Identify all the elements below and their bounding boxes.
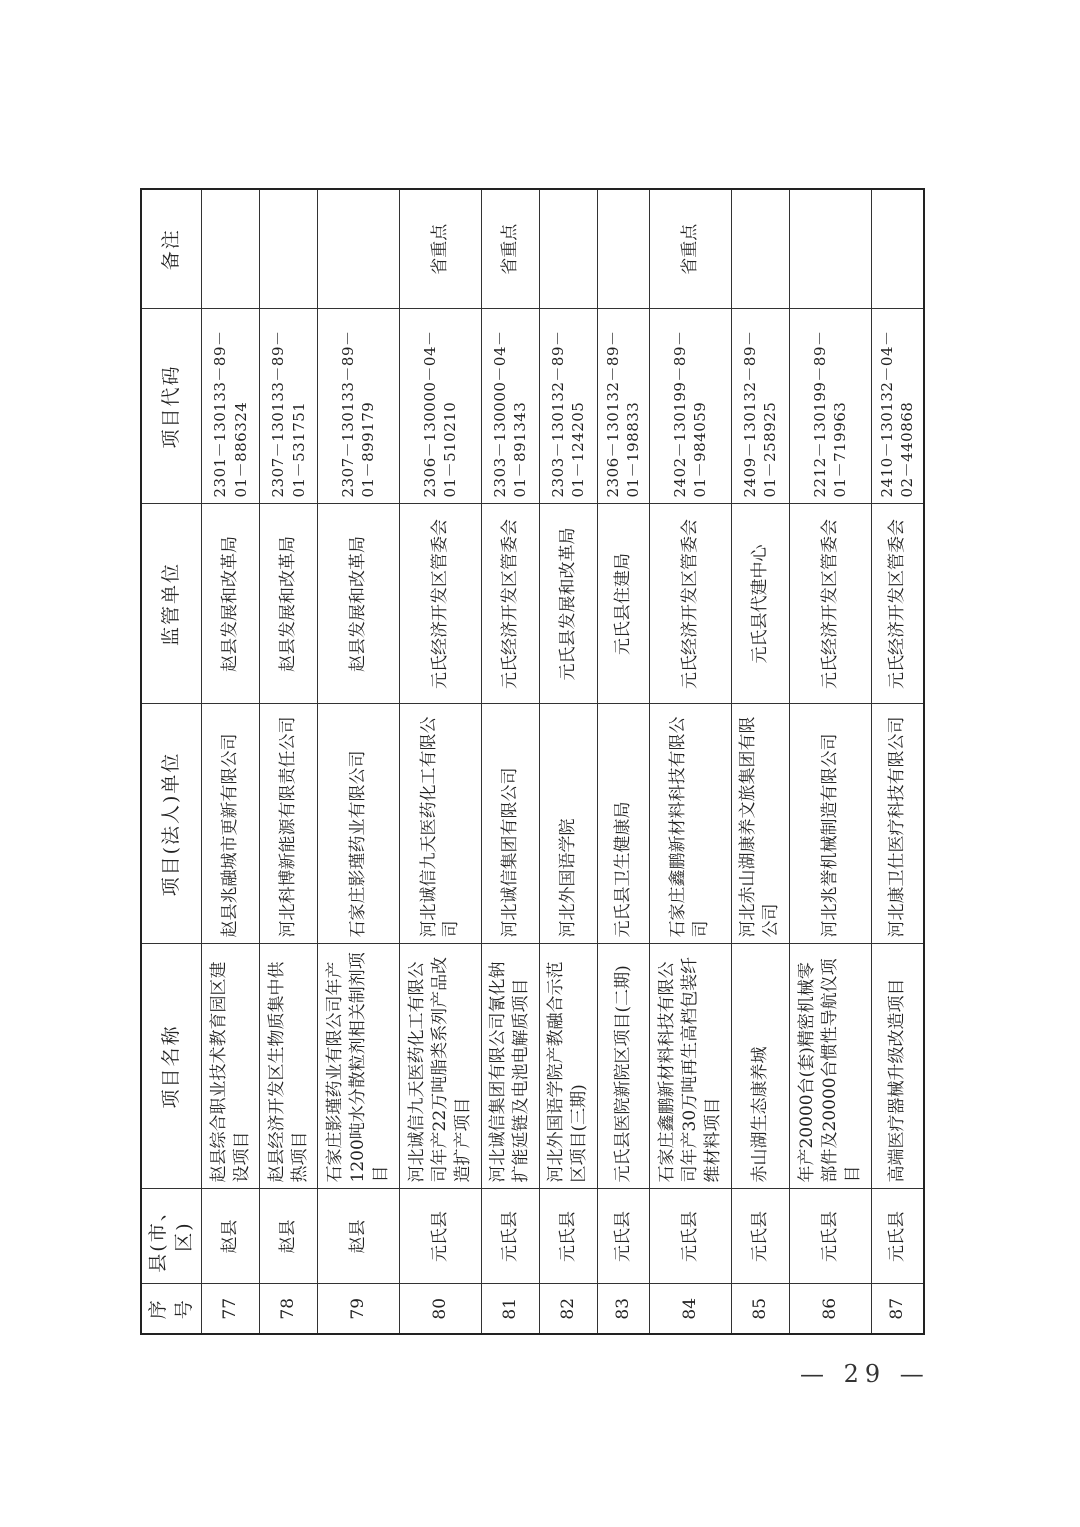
cell-seq: 84 bbox=[649, 1284, 731, 1334]
cell-supervisor: 元氏经济开发区管委会 bbox=[399, 504, 481, 704]
table-row bbox=[789, 189, 871, 1334]
rotated-table-wrapper bbox=[140, 190, 925, 1335]
cell-name: 赤山湖生态康养城 bbox=[731, 944, 789, 1189]
cell-name: 河北外国语学院产教融合示范区项目(三期) bbox=[539, 944, 597, 1189]
cell-seq: 86 bbox=[789, 1284, 871, 1334]
cell-supervisor: 赵县发展和改革局 bbox=[260, 504, 318, 704]
cell-remark bbox=[202, 189, 260, 309]
cell-remark: 省重点 bbox=[399, 189, 481, 309]
cell-county: 赵县 bbox=[317, 1189, 399, 1284]
header-code: 项目代码 bbox=[141, 309, 202, 504]
header-county: 县(市、区) bbox=[141, 1189, 202, 1284]
header-name: 项目名称 bbox=[141, 944, 202, 1189]
header-owner: 项目(法人)单位 bbox=[141, 704, 202, 944]
cell-remark bbox=[539, 189, 597, 309]
cell-code: 2212－130199－89－01－719963 bbox=[789, 309, 871, 504]
table-row bbox=[539, 189, 597, 1334]
cell-supervisor: 元氏经济开发区管委会 bbox=[871, 504, 924, 704]
cell-owner: 河北兆誉机械制造有限公司 bbox=[789, 704, 871, 944]
cell-owner: 赵县兆融城市更新有限公司 bbox=[202, 704, 260, 944]
cell-county: 元氏县 bbox=[789, 1189, 871, 1284]
cell-remark: 省重点 bbox=[649, 189, 731, 309]
cell-owner: 河北诚信集团有限公司 bbox=[482, 704, 540, 944]
cell-supervisor: 赵县发展和改革局 bbox=[317, 504, 399, 704]
cell-owner: 元氏县卫生健康局 bbox=[597, 704, 649, 944]
cell-county: 元氏县 bbox=[871, 1189, 924, 1284]
cell-name: 河北诚信集团有限公司氰化钠扩能延链及电池电解质项目 bbox=[482, 944, 540, 1189]
cell-supervisor: 元氏县发展和改革局 bbox=[539, 504, 597, 704]
cell-county: 赵县 bbox=[202, 1189, 260, 1284]
cell-owner: 河北外国语学院 bbox=[539, 704, 597, 944]
cell-remark: 省重点 bbox=[482, 189, 540, 309]
project-table bbox=[140, 188, 925, 1335]
table-row bbox=[871, 189, 924, 1334]
cell-code: 2301－130133－89－01－886324 bbox=[202, 309, 260, 504]
cell-name: 高端医疗器械升级改造项目 bbox=[871, 944, 924, 1189]
cell-name: 赵县经济开发区生物质集中供热项目 bbox=[260, 944, 318, 1189]
cell-name: 河北诚信九天医药化工有限公司年产22万吨脂类系列产品改造扩产项目 bbox=[399, 944, 481, 1189]
table-row bbox=[260, 189, 318, 1334]
cell-county: 元氏县 bbox=[399, 1189, 481, 1284]
cell-name: 年产20000台(套)精密机械零部件及20000台惯性导航仪项目 bbox=[789, 944, 871, 1189]
cell-seq: 82 bbox=[539, 1284, 597, 1334]
cell-county: 元氏县 bbox=[649, 1189, 731, 1284]
cell-county: 元氏县 bbox=[482, 1189, 540, 1284]
cell-remark bbox=[789, 189, 871, 309]
cell-remark bbox=[260, 189, 318, 309]
cell-name: 元氏县医院新院区项目(二期) bbox=[597, 944, 649, 1189]
cell-seq: 85 bbox=[731, 1284, 789, 1334]
cell-remark bbox=[597, 189, 649, 309]
table-row bbox=[202, 189, 260, 1334]
cell-remark bbox=[317, 189, 399, 309]
cell-county: 元氏县 bbox=[539, 1189, 597, 1284]
cell-seq: 81 bbox=[482, 1284, 540, 1334]
cell-seq: 80 bbox=[399, 1284, 481, 1334]
cell-code: 2303－130132－89－01－124205 bbox=[539, 309, 597, 504]
cell-county: 元氏县 bbox=[731, 1189, 789, 1284]
cell-remark bbox=[731, 189, 789, 309]
header-remark: 备注 bbox=[141, 189, 202, 309]
table-row bbox=[731, 189, 789, 1334]
cell-owner: 石家庄影瑾药业有限公司 bbox=[317, 704, 399, 944]
cell-code: 2306－130132－89－01－198833 bbox=[597, 309, 649, 504]
cell-owner: 石家庄鑫鹏新材料科技有限公司 bbox=[649, 704, 731, 944]
header-seq: 序号 bbox=[141, 1284, 202, 1334]
cell-county: 赵县 bbox=[260, 1189, 318, 1284]
cell-code: 2306－130000－04－01－510210 bbox=[399, 309, 481, 504]
table-row bbox=[597, 189, 649, 1334]
table-row bbox=[317, 189, 399, 1334]
cell-seq: 87 bbox=[871, 1284, 924, 1334]
cell-remark bbox=[871, 189, 924, 309]
table-row bbox=[649, 189, 731, 1334]
cell-code: 2303－130000－04－01－891343 bbox=[482, 309, 540, 504]
cell-seq: 77 bbox=[202, 1284, 260, 1334]
table-row bbox=[399, 189, 481, 1334]
cell-county: 元氏县 bbox=[597, 1189, 649, 1284]
cell-code: 2409－130132－89－01－258925 bbox=[731, 309, 789, 504]
cell-owner: 河北诚信九天医药化工有限公司 bbox=[399, 704, 481, 944]
table-row bbox=[482, 189, 540, 1334]
cell-code: 2410－130132－04－02－440868 bbox=[871, 309, 924, 504]
cell-code: 2307－130133－89－01－899179 bbox=[317, 309, 399, 504]
cell-name: 石家庄影瑾药业有限公司年产1200吨水分散粒剂相关制剂项目 bbox=[317, 944, 399, 1189]
cell-code: 2307－130133－89－01－531751 bbox=[260, 309, 318, 504]
cell-supervisor: 元氏经济开发区管委会 bbox=[482, 504, 540, 704]
cell-owner: 河北科博新能源有限责任公司 bbox=[260, 704, 318, 944]
header-row bbox=[141, 189, 202, 1334]
header-supervisor: 监管单位 bbox=[141, 504, 202, 704]
cell-owner: 河北康卫仕医疗科技有限公司 bbox=[871, 704, 924, 944]
cell-code: 2402－130199－89－01－984059 bbox=[649, 309, 731, 504]
page-number: — 29 — bbox=[800, 1360, 930, 1388]
cell-owner: 河北赤山湖康养文旅集团有限公司 bbox=[731, 704, 789, 944]
cell-seq: 78 bbox=[260, 1284, 318, 1334]
cell-name: 赵县综合职业技术教育园区建设项目 bbox=[202, 944, 260, 1189]
cell-supervisor: 元氏县代建中心 bbox=[731, 504, 789, 704]
cell-seq: 83 bbox=[597, 1284, 649, 1334]
cell-seq: 79 bbox=[317, 1284, 399, 1334]
cell-name: 石家庄鑫鹏新材料科技有限公司年产30万吨再生高档包装纤维材料项目 bbox=[649, 944, 731, 1189]
cell-supervisor: 元氏县住建局 bbox=[597, 504, 649, 704]
cell-supervisor: 赵县发展和改革局 bbox=[202, 504, 260, 704]
cell-supervisor: 元氏经济开发区管委会 bbox=[649, 504, 731, 704]
cell-supervisor: 元氏经济开发区管委会 bbox=[789, 504, 871, 704]
